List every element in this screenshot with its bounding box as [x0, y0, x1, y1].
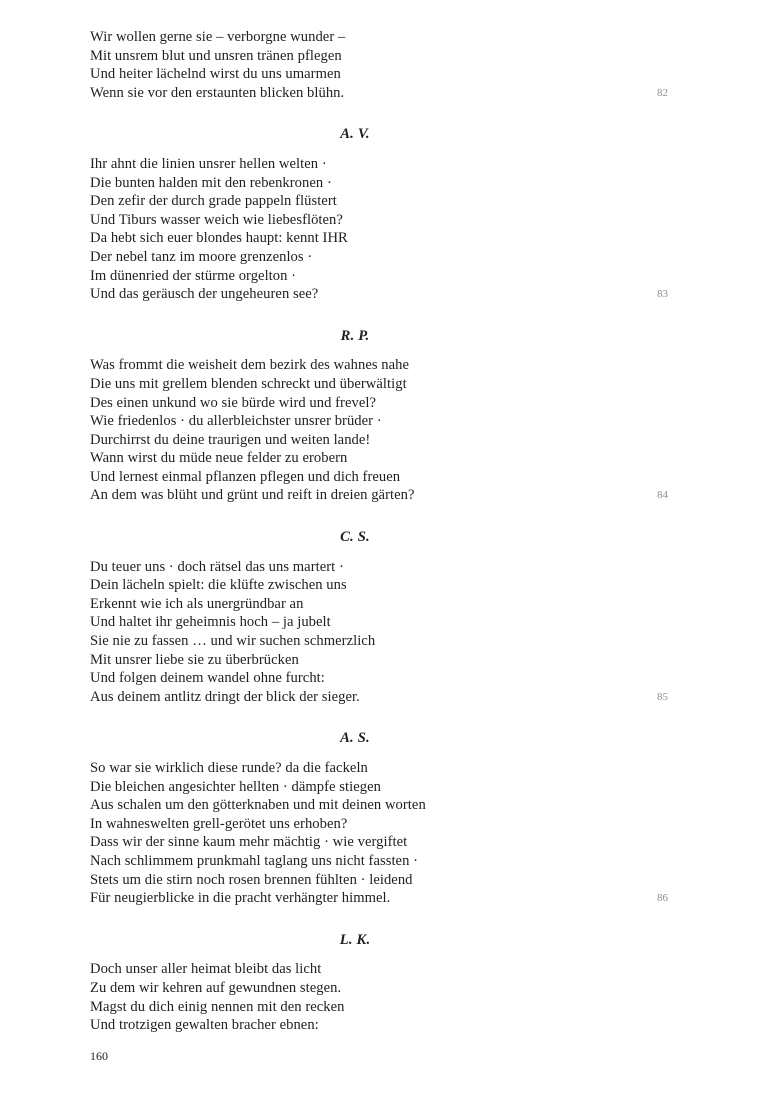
poem-line: Zu dem wir kehren auf gewundnen stegen. — [90, 979, 342, 996]
stanza — [90, 356, 710, 505]
poem-heading: A. S. — [340, 730, 370, 747]
poem-line: Erkennt wie ich als unergründbar an — [90, 595, 304, 612]
poem-heading: R. P. — [340, 327, 370, 344]
stanza — [90, 558, 710, 707]
margin-number: 83 — [657, 288, 668, 301]
margin-number: 82 — [657, 86, 668, 99]
poem-line: Und lernest einmal pflanzen pflegen und dich freuen — [90, 468, 401, 485]
poem-line: Aus schalen um den götterknaben und mit deinen worten — [90, 797, 426, 814]
poem-line: Mit unsrer liebe sie zu überbrücken — [90, 651, 299, 668]
poem-line: Der nebel tanz im moore grenzenlos · — [90, 248, 313, 265]
poem-line: Dass wir der sinne kaum mehr mächtig · wie vergiftet — [90, 834, 408, 851]
stanza — [90, 28, 710, 102]
poem-line: Magst du dich einig nennen mit den recken — [90, 998, 345, 1015]
poem-line: Dein lächeln spielt: die klüfte zwischen uns — [90, 577, 347, 594]
poem-line: Doch unser aller heimat bleibt das licht — [90, 961, 322, 978]
poem-line: Und folgen deinem wandel ohne furcht: — [90, 670, 325, 687]
margin-number: 84 — [657, 489, 668, 502]
poem-line: Sie nie zu fassen … und wir suchen schmerzlich — [90, 633, 376, 650]
poem-line: Und haltet ihr geheimnis hoch – ja jubelt — [90, 614, 331, 631]
poem-line: Wie friedenlos · du allerbleichster unsrer brüder · — [90, 413, 382, 430]
stanza — [90, 155, 710, 304]
stanza — [90, 759, 710, 908]
poem-line: Im dünenried der stürme orgelton · — [90, 267, 297, 284]
poem-line: Was frommt die weisheit dem bezirk des wahnes nahe — [90, 357, 410, 374]
poem-section — [90, 125, 770, 303]
poem-line: An dem was blüht und grünt und reift in dreien gärten? — [90, 487, 415, 504]
poem-section — [90, 28, 770, 102]
poem-section — [90, 931, 770, 1035]
margin-number: 85 — [657, 690, 668, 703]
poem-line: Und trotzigen gewalten bracher ebnen: — [90, 1017, 319, 1034]
poem-line: Und das geräusch der ungeheuren see? — [90, 286, 319, 303]
poem-sections — [90, 28, 770, 1035]
poem-heading: A. V. — [340, 126, 370, 143]
poem-section — [90, 729, 770, 907]
poem-line: Da hebt sich euer blondes haupt: kennt IHR — [90, 230, 348, 247]
poem-line: Den zefir der durch grade pappeln flüstert — [90, 193, 337, 210]
poem-line: Für neugierblicke in die pracht verhängter himmel. — [90, 890, 391, 907]
poem-line: Und Tiburs wasser weich wie liebesflöten? — [90, 211, 343, 228]
poem-line: Die uns mit grellem blenden schreckt und überwältigt — [90, 375, 407, 392]
stanza — [90, 960, 710, 1034]
poem-line: In wahneswelten grell-gerötet uns erhoben? — [90, 815, 348, 832]
poem-heading: L. K. — [339, 931, 371, 948]
poem-line: Stets um die stirn noch rosen brennen fühlten · leidend — [90, 871, 413, 888]
poem-line: Wenn sie vor den erstaunten blicken blühn. — [90, 84, 345, 101]
poem-line: Aus deinem antlitz dringt der blick der sieger. — [90, 688, 360, 705]
poem-line: Du teuer uns · doch rätsel das uns martert · — [90, 558, 344, 575]
page-number: 160 — [90, 1048, 108, 1063]
poem-line: Wann wirst du müde neue felder zu erobern — [90, 450, 348, 467]
poem-line: So war sie wirklich diese runde? da die fackeln — [90, 760, 368, 776]
poem-line: Ihr ahnt die linien unsrer hellen welten · — [90, 155, 327, 172]
poem-line: Wir wollen gerne sie – verborgne wunder – — [90, 29, 346, 45]
poem-section — [90, 327, 770, 505]
poem-line: Und heiter lächelnd wirst du uns umarmen — [90, 66, 341, 83]
poem-line: Die bunten halden mit den rebenkronen · — [90, 174, 332, 191]
poem-line: Nach schlimmem prunkmahl taglang uns nicht fassten · — [90, 852, 419, 869]
poem-line: Mit unsrem blut und unsren tränen pflegen — [90, 47, 342, 64]
poem-line: Des einen unkund wo sie bürde wird und frevel? — [90, 394, 376, 411]
poem-line: Die bleichen angesichter hellten · dämpfe stiegen — [90, 778, 381, 795]
margin-number: 86 — [657, 892, 668, 905]
poem-section — [90, 528, 770, 706]
poem-line: Durchirrst du deine traurigen und weiten lande! — [90, 431, 371, 448]
poem-heading: C. S. — [340, 529, 370, 546]
